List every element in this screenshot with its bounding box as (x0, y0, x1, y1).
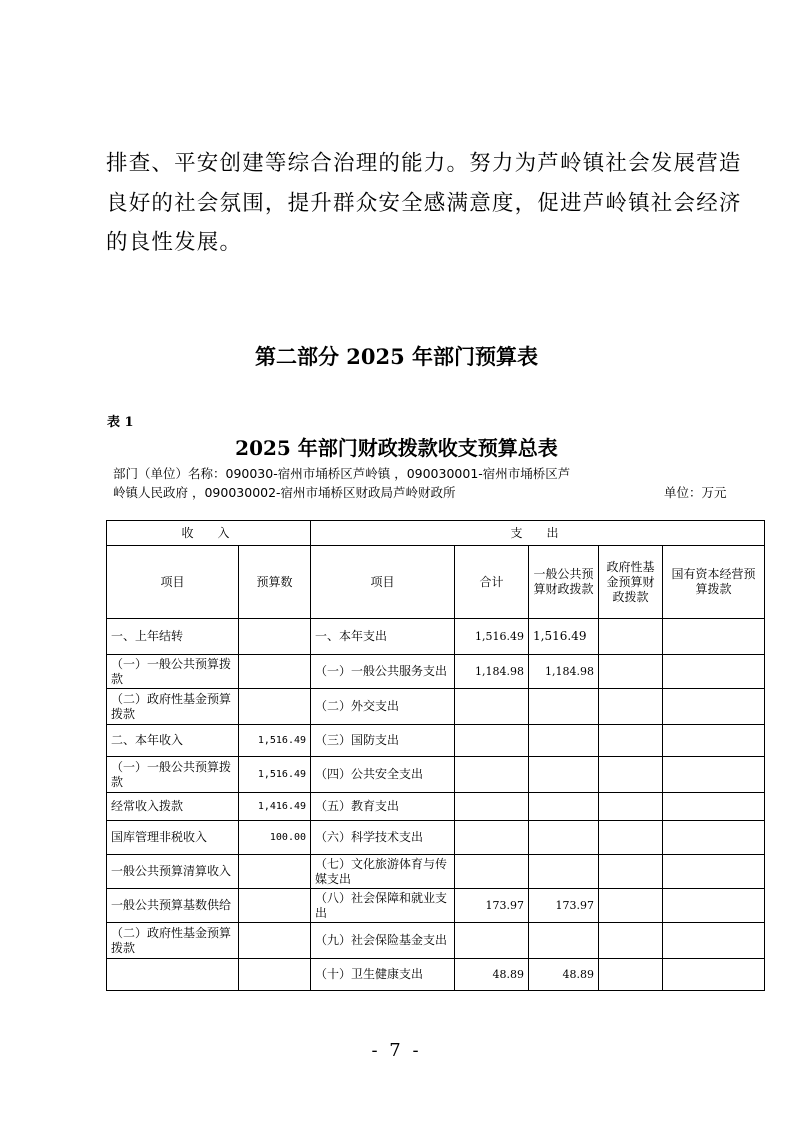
gov-fund-cell (599, 855, 663, 889)
gov-fund-cell (599, 619, 663, 655)
gov-fund-cell (599, 655, 663, 689)
income-value-cell: 100.00 (239, 821, 311, 855)
expense-item-cell: （二）外交支出 (311, 689, 455, 725)
unit-label: 单位：万元 (664, 485, 727, 500)
general-budget-cell (529, 793, 599, 821)
total-cell: 1,516.49 (455, 619, 529, 655)
budget-table (106, 520, 765, 991)
income-item-cell: 一般公共预算基数供给 (107, 889, 239, 923)
department-line: 岭镇人民政府 ，090030002-宿州市埇桥区财政局芦岭财政所 (113, 485, 456, 500)
general-budget-cell (529, 923, 599, 959)
income-value-cell (239, 959, 311, 991)
table-row (107, 619, 765, 655)
income-item-cell (107, 959, 239, 991)
total-cell (455, 821, 529, 855)
income-item-cell: （一）一般公共预算拨款 (107, 757, 239, 793)
department-line: 部门（单位）名称：090030-宿州市埇桥区芦岭镇 ，090030001-宿州市埇桥区芦 (113, 466, 571, 481)
total-cell (455, 757, 529, 793)
table-row (107, 889, 765, 923)
column-header: 项目 (311, 546, 455, 619)
expense-item-cell: （四）公共安全支出 (311, 757, 455, 793)
state-capital-cell (663, 793, 765, 821)
expense-item-cell: （九）社会保险基金支出 (311, 923, 455, 959)
expense-item-cell: （十）卫生健康支出 (311, 959, 455, 991)
state-capital-cell (663, 821, 765, 855)
total-cell (455, 725, 529, 757)
expense-item-cell: （七）文化旅游体育与传媒支出 (311, 855, 455, 889)
expense-item-cell: （五）教育支出 (311, 793, 455, 821)
income-item-cell: （一）一般公共预算拨款 (107, 655, 239, 689)
income-value-cell: 1,416.49 (239, 793, 311, 821)
income-item-cell: 一般公共预算清算收入 (107, 855, 239, 889)
income-item-cell: 经常收入拨款 (107, 793, 239, 821)
table-row (107, 855, 765, 889)
income-value-cell (239, 619, 311, 655)
general-budget-cell: 1,516.49 (529, 619, 599, 655)
table-row (107, 923, 765, 959)
column-header: 合计 (455, 546, 529, 619)
paragraph-line: 的良性发展。 (106, 230, 243, 255)
income-item-cell: （二）政府性基金预算拨款 (107, 923, 239, 959)
income-value-cell (239, 855, 311, 889)
expense-item-cell: （一）一般公共服务支出 (311, 655, 455, 689)
department-info (113, 464, 623, 502)
gov-fund-cell (599, 793, 663, 821)
column-header: 政府性基金预算财政拨款 (599, 546, 663, 619)
table-row (107, 655, 765, 689)
income-value-cell (239, 889, 311, 923)
income-header: 收 入 (107, 521, 311, 546)
state-capital-cell (663, 655, 765, 689)
income-item-cell: 二、本年收入 (107, 725, 239, 757)
general-budget-cell: 48.89 (529, 959, 599, 991)
state-capital-cell (663, 855, 765, 889)
gov-fund-cell (599, 821, 663, 855)
general-budget-cell: 1,184.98 (529, 655, 599, 689)
income-value-cell: 1,516.49 (239, 725, 311, 757)
expense-header: 支 出 (311, 521, 765, 546)
table-row (107, 725, 765, 757)
gov-fund-cell (599, 725, 663, 757)
paragraph-line: 良好的社会氛围，提升群众安全感满意度，促进芦岭镇社会经济 (106, 190, 742, 216)
state-capital-cell (663, 619, 765, 655)
state-capital-cell (663, 923, 765, 959)
general-budget-cell (529, 855, 599, 889)
general-budget-cell (529, 725, 599, 757)
gov-fund-cell (599, 923, 663, 959)
gov-fund-cell (599, 889, 663, 923)
expense-item-cell: （八）社会保障和就业支出 (311, 889, 455, 923)
paragraph-line: 排查、平安创建等综合治理的能力。努力为芦岭镇社会发展营造 (106, 151, 742, 176)
total-cell: 173.97 (455, 889, 529, 923)
section-title: 第二部分 2025 年部门预算表 (254, 344, 539, 369)
total-cell: 48.89 (455, 959, 529, 991)
total-cell (455, 689, 529, 725)
state-capital-cell (663, 689, 765, 725)
gov-fund-cell (599, 959, 663, 991)
income-value-cell: 1,516.49 (239, 757, 311, 793)
expense-item-cell: （三）国防支出 (311, 725, 455, 757)
total-cell (455, 923, 529, 959)
table-label: 表 1 (107, 415, 134, 430)
table-title: 2025 年部门财政拨款收支预算总表 (235, 436, 558, 460)
general-budget-cell (529, 821, 599, 855)
total-cell (455, 793, 529, 821)
general-budget-cell (529, 689, 599, 725)
column-header: 一般公共预算财政拨款 (529, 546, 599, 619)
intro-paragraph (106, 144, 742, 263)
gov-fund-cell (599, 689, 663, 725)
state-capital-cell (663, 889, 765, 923)
expense-item-cell: （六）科学技术支出 (311, 821, 455, 855)
table-row (107, 959, 765, 991)
income-item-cell: 国库管理非税收入 (107, 821, 239, 855)
general-budget-cell (529, 757, 599, 793)
state-capital-cell (663, 725, 765, 757)
state-capital-cell (663, 757, 765, 793)
table-row (107, 757, 765, 793)
column-header: 项目 (107, 546, 239, 619)
column-header: 国有资本经营预算拨款 (663, 546, 765, 619)
income-item-cell: （二）政府性基金预算拨款 (107, 689, 239, 725)
income-value-cell (239, 923, 311, 959)
general-budget-cell: 173.97 (529, 889, 599, 923)
page-number: - 7 - (371, 1040, 422, 1061)
column-header: 预算数 (239, 546, 311, 619)
income-value-cell (239, 689, 311, 725)
income-item-cell: 一、上年结转 (107, 619, 239, 655)
table-row (107, 689, 765, 725)
total-cell (455, 855, 529, 889)
gov-fund-cell (599, 757, 663, 793)
table-row (107, 821, 765, 855)
income-value-cell (239, 655, 311, 689)
table-row (107, 793, 765, 821)
total-cell: 1,184.98 (455, 655, 529, 689)
state-capital-cell (663, 959, 765, 991)
expense-item-cell: 一、本年支出 (311, 619, 455, 655)
